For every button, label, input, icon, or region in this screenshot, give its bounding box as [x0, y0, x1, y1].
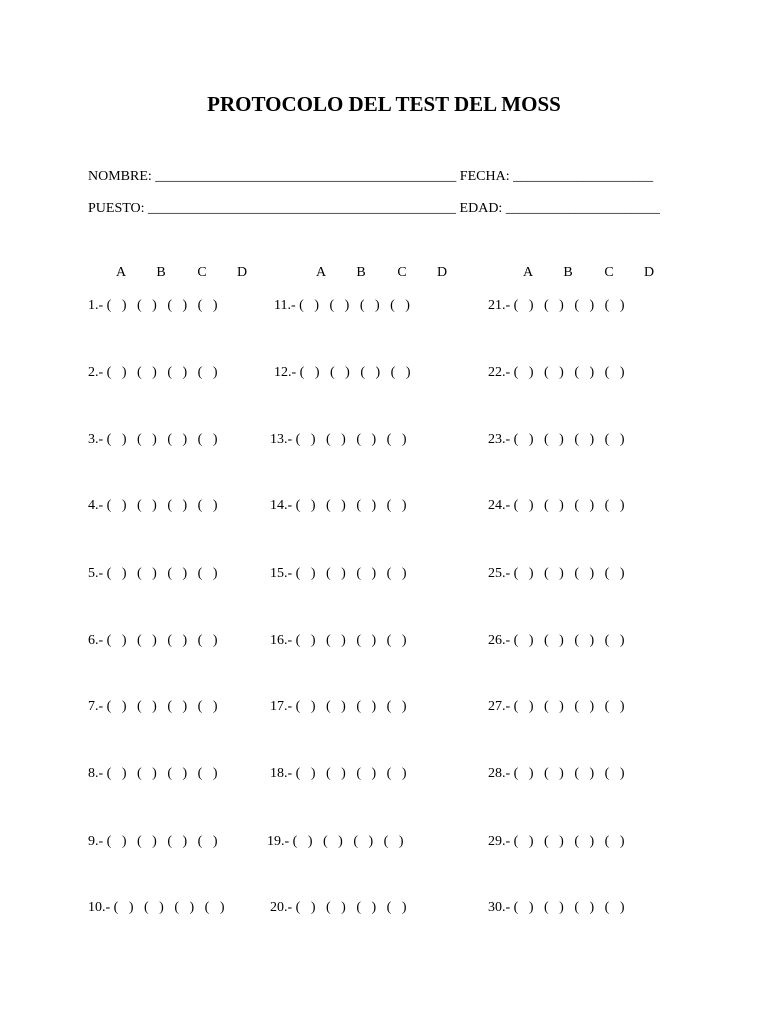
question-number: 24.- [488, 498, 511, 513]
answer-slot-b[interactable]: ( ) [544, 298, 564, 313]
question-number: 16.- [270, 633, 293, 648]
answer-slot-b[interactable]: ( ) [137, 566, 157, 581]
question-number: 22.- [488, 365, 511, 380]
question-number: 18.- [270, 766, 293, 781]
option-header-d: D [436, 265, 448, 280]
answer-slot-d[interactable]: ( ) [386, 766, 407, 781]
question-row [274, 364, 410, 382]
question-number: 12.- [274, 365, 297, 380]
answer-slot-a[interactable]: ( ) [513, 834, 534, 849]
answer-slot-a[interactable]: ( ) [106, 766, 127, 781]
question-number: 8.- [88, 766, 104, 781]
answer-slot-a[interactable]: ( ) [295, 566, 316, 581]
question-row [488, 765, 624, 783]
answer-slot-c[interactable]: ( ) [574, 900, 595, 915]
answer-slot-d[interactable]: ( ) [197, 834, 218, 849]
question-number: 28.- [488, 766, 511, 781]
answer-slot-b[interactable]: ( ) [544, 498, 564, 513]
answer-slot-c[interactable]: ( ) [167, 298, 188, 313]
answer-slot-d[interactable]: ( ) [386, 900, 407, 915]
answer-slot-b[interactable]: ( ) [330, 365, 350, 380]
answer-slot-d[interactable]: ( ) [390, 298, 410, 313]
answer-slot-d[interactable]: ( ) [386, 432, 407, 447]
question-row [88, 698, 217, 716]
answer-slot-a[interactable]: ( ) [106, 365, 127, 380]
answer-slot-a[interactable]: ( ) [513, 633, 534, 648]
answer-slot-b[interactable]: ( ) [544, 566, 564, 581]
answer-slot-b[interactable]: ( ) [326, 766, 346, 781]
question-number: 27.- [488, 699, 511, 714]
answer-slot-d[interactable]: ( ) [604, 699, 625, 714]
question-row [88, 431, 217, 449]
answer-slot-b[interactable]: ( ) [544, 834, 564, 849]
question-number: 26.- [488, 633, 511, 648]
edad-label: EDAD: [459, 201, 503, 216]
question-row [270, 497, 406, 515]
answer-slot-b[interactable]: ( ) [323, 834, 343, 849]
answer-slot-a[interactable]: ( ) [513, 498, 534, 513]
question-row [270, 565, 406, 583]
answer-slot-b[interactable]: ( ) [544, 766, 564, 781]
question-row [488, 497, 624, 515]
answer-slot-b[interactable]: ( ) [137, 699, 157, 714]
answer-slot-a[interactable]: ( ) [295, 432, 316, 447]
nombre-label: NOMBRE: [88, 169, 152, 184]
answer-slot-c[interactable]: ( ) [574, 633, 595, 648]
edad-field[interactable]: ______________________ [505, 201, 660, 216]
answer-slot-d[interactable]: ( ) [386, 498, 407, 513]
answer-slot-b[interactable]: ( ) [544, 699, 564, 714]
answer-slot-a[interactable]: ( ) [513, 566, 534, 581]
answer-slot-a[interactable]: ( ) [295, 900, 316, 915]
question-number: 6.- [88, 633, 104, 648]
fecha-label: FECHA: [459, 169, 510, 184]
puesto-edad-row [88, 200, 660, 218]
answer-slot-a[interactable]: ( ) [113, 900, 134, 915]
page-title: PROTOCOLO DEL TEST DEL MOSS [207, 92, 561, 116]
answer-slot-d[interactable]: ( ) [383, 834, 404, 849]
answer-slot-c[interactable]: ( ) [167, 834, 188, 849]
answer-slot-c[interactable]: ( ) [574, 834, 595, 849]
answer-slot-a[interactable]: ( ) [513, 699, 534, 714]
puesto-field[interactable]: ____________________________________________ [148, 201, 457, 216]
answer-slot-a[interactable]: ( ) [295, 633, 316, 648]
answer-slot-d[interactable]: ( ) [604, 298, 625, 313]
answer-slot-a[interactable]: ( ) [299, 365, 320, 380]
answer-slot-b[interactable]: ( ) [544, 900, 564, 915]
answer-slot-d[interactable]: ( ) [604, 365, 625, 380]
answer-slot-d[interactable]: ( ) [390, 365, 411, 380]
answer-slot-c[interactable]: ( ) [353, 834, 374, 849]
question-row [88, 632, 217, 650]
answer-slot-a[interactable]: ( ) [106, 498, 127, 513]
question-row [88, 497, 217, 515]
answer-slot-a[interactable]: ( ) [106, 566, 127, 581]
answer-slot-d[interactable]: ( ) [204, 900, 225, 915]
option-header-d: D [643, 265, 655, 280]
question-number: 5.- [88, 566, 104, 581]
answer-slot-c[interactable]: ( ) [356, 699, 377, 714]
question-number: 15.- [270, 566, 293, 581]
answer-slot-d[interactable]: ( ) [197, 365, 218, 380]
answer-slot-d[interactable]: ( ) [604, 566, 625, 581]
answer-slot-d[interactable]: ( ) [197, 699, 218, 714]
answer-slot-d[interactable]: ( ) [604, 834, 625, 849]
question-row [267, 833, 403, 851]
question-row [88, 765, 217, 783]
answer-slot-d[interactable]: ( ) [386, 699, 407, 714]
puesto-label: PUESTO: [88, 201, 145, 216]
question-number: 14.- [270, 498, 293, 513]
answer-slot-b[interactable]: ( ) [137, 834, 157, 849]
question-row [270, 698, 406, 716]
question-number: 3.- [88, 432, 104, 447]
question-number: 11.- [274, 298, 296, 313]
answer-slot-c[interactable]: ( ) [574, 498, 595, 513]
answer-slot-b[interactable]: ( ) [137, 498, 157, 513]
answer-slot-c[interactable]: ( ) [174, 900, 195, 915]
answer-slot-b[interactable]: ( ) [326, 566, 346, 581]
answer-slot-d[interactable]: ( ) [197, 766, 218, 781]
answer-slot-d[interactable]: ( ) [604, 900, 625, 915]
question-number: 4.- [88, 498, 104, 513]
answer-slot-a[interactable]: ( ) [106, 432, 127, 447]
question-row [488, 431, 624, 449]
answer-slot-b[interactable]: ( ) [326, 633, 346, 648]
answer-slot-b[interactable]: ( ) [326, 498, 346, 513]
question-number: 13.- [270, 432, 293, 447]
answer-slot-a[interactable]: ( ) [513, 298, 534, 313]
answer-slot-c[interactable]: ( ) [167, 432, 188, 447]
question-number: 20.- [270, 900, 293, 915]
question-row [488, 565, 624, 583]
option-header-a: A [115, 265, 127, 280]
question-number: 30.- [488, 900, 511, 915]
fecha-field[interactable]: ____________________ [513, 169, 654, 184]
question-row [488, 632, 624, 650]
option-header-b: B [563, 265, 573, 280]
answer-slot-a[interactable]: ( ) [513, 365, 534, 380]
question-row [488, 833, 624, 851]
nombre-field[interactable]: ___________________________________________ [155, 169, 457, 184]
answer-slot-d[interactable]: ( ) [197, 566, 218, 581]
answer-slot-c[interactable]: ( ) [356, 432, 377, 447]
answer-slot-d[interactable]: ( ) [604, 633, 625, 648]
answer-slot-a[interactable]: ( ) [295, 498, 316, 513]
answer-slot-b[interactable]: ( ) [544, 633, 564, 648]
question-row [270, 765, 406, 783]
question-row [88, 297, 217, 315]
answer-slot-a[interactable]: ( ) [513, 432, 534, 447]
question-row [270, 899, 406, 917]
answer-slot-c[interactable]: ( ) [359, 298, 380, 313]
option-header-d: D [236, 265, 248, 280]
answer-slot-a[interactable]: ( ) [513, 766, 534, 781]
question-row [88, 565, 217, 583]
answer-slot-d[interactable]: ( ) [386, 633, 407, 648]
answer-slot-c[interactable]: ( ) [167, 498, 188, 513]
option-header-b: B [156, 265, 166, 280]
question-number: 17.- [270, 699, 293, 714]
nombre-fecha-row [88, 168, 653, 186]
answer-slot-a[interactable]: ( ) [292, 834, 313, 849]
question-row [488, 364, 624, 382]
answer-slot-c[interactable]: ( ) [574, 699, 595, 714]
option-header-a: A [315, 265, 327, 280]
answer-slot-d[interactable]: ( ) [197, 432, 218, 447]
answer-slot-c[interactable]: ( ) [356, 900, 377, 915]
question-row [274, 297, 410, 315]
answer-slot-b[interactable]: ( ) [137, 766, 157, 781]
answer-slot-b[interactable]: ( ) [544, 432, 564, 447]
answer-slot-c[interactable]: ( ) [574, 365, 595, 380]
answer-slot-c[interactable]: ( ) [574, 766, 595, 781]
answer-slot-c[interactable]: ( ) [167, 633, 188, 648]
option-header-c: C [604, 265, 614, 280]
answer-slot-c[interactable]: ( ) [356, 633, 377, 648]
question-row [488, 297, 624, 315]
question-row [88, 899, 224, 917]
question-number: 21.- [488, 298, 511, 313]
answer-slot-b[interactable]: ( ) [326, 432, 346, 447]
answer-slot-b[interactable]: ( ) [329, 298, 350, 313]
option-header-a: A [522, 265, 534, 280]
question-number: 23.- [488, 432, 511, 447]
answer-slot-c[interactable]: ( ) [574, 298, 595, 313]
answer-slot-d[interactable]: ( ) [197, 498, 218, 513]
option-header-c: C [197, 265, 207, 280]
question-number: 10.- [88, 900, 111, 915]
answer-slot-d[interactable]: ( ) [604, 432, 625, 447]
answer-slot-a[interactable]: ( ) [513, 900, 534, 915]
answer-slot-c[interactable]: ( ) [167, 699, 188, 714]
answer-slot-d[interactable]: ( ) [386, 566, 407, 581]
question-number: 2.- [88, 365, 104, 380]
answer-slot-a[interactable]: ( ) [295, 699, 316, 714]
question-row [270, 632, 406, 650]
answer-slot-a[interactable]: ( ) [106, 298, 127, 313]
answer-slot-c[interactable]: ( ) [574, 432, 595, 447]
answer-slot-a[interactable]: ( ) [106, 633, 127, 648]
question-row [270, 431, 406, 449]
question-number: 19.- [267, 834, 290, 849]
answer-slot-d[interactable]: ( ) [604, 766, 625, 781]
answer-slot-b[interactable]: ( ) [544, 365, 564, 380]
option-header-b: B [356, 265, 366, 280]
answer-slot-a[interactable]: ( ) [299, 298, 319, 313]
answer-slot-a[interactable]: ( ) [106, 834, 127, 849]
question-row [88, 833, 217, 851]
answer-slot-c[interactable]: ( ) [167, 566, 188, 581]
answer-slot-b[interactable]: ( ) [137, 298, 157, 313]
answer-slot-b[interactable]: ( ) [137, 365, 157, 380]
answer-slot-d[interactable]: ( ) [197, 298, 218, 313]
answer-slot-a[interactable]: ( ) [106, 699, 127, 714]
answer-slot-c[interactable]: ( ) [356, 566, 377, 581]
answer-slot-c[interactable]: ( ) [356, 766, 377, 781]
answer-slot-b[interactable]: ( ) [137, 633, 157, 648]
question-row [488, 899, 624, 917]
option-header-c: C [397, 265, 407, 280]
question-number: 1.- [88, 298, 104, 313]
answer-slot-b[interactable]: ( ) [144, 900, 164, 915]
answer-slot-c[interactable]: ( ) [360, 365, 381, 380]
question-number: 9.- [88, 834, 104, 849]
question-row [88, 364, 217, 382]
answer-slot-d[interactable]: ( ) [604, 498, 625, 513]
answer-slot-a[interactable]: ( ) [295, 766, 316, 781]
answer-slot-b[interactable]: ( ) [326, 699, 346, 714]
answer-slot-c[interactable]: ( ) [574, 566, 595, 581]
question-number: 7.- [88, 699, 104, 714]
answer-slot-c[interactable]: ( ) [167, 766, 188, 781]
answer-slot-b[interactable]: ( ) [137, 432, 157, 447]
answer-slot-c[interactable]: ( ) [356, 498, 377, 513]
answer-slot-d[interactable]: ( ) [197, 633, 218, 648]
answer-slot-b[interactable]: ( ) [326, 900, 346, 915]
question-number: 29.- [488, 834, 511, 849]
question-number: 25.- [488, 566, 511, 581]
question-row [488, 698, 624, 716]
answer-slot-c[interactable]: ( ) [167, 365, 188, 380]
